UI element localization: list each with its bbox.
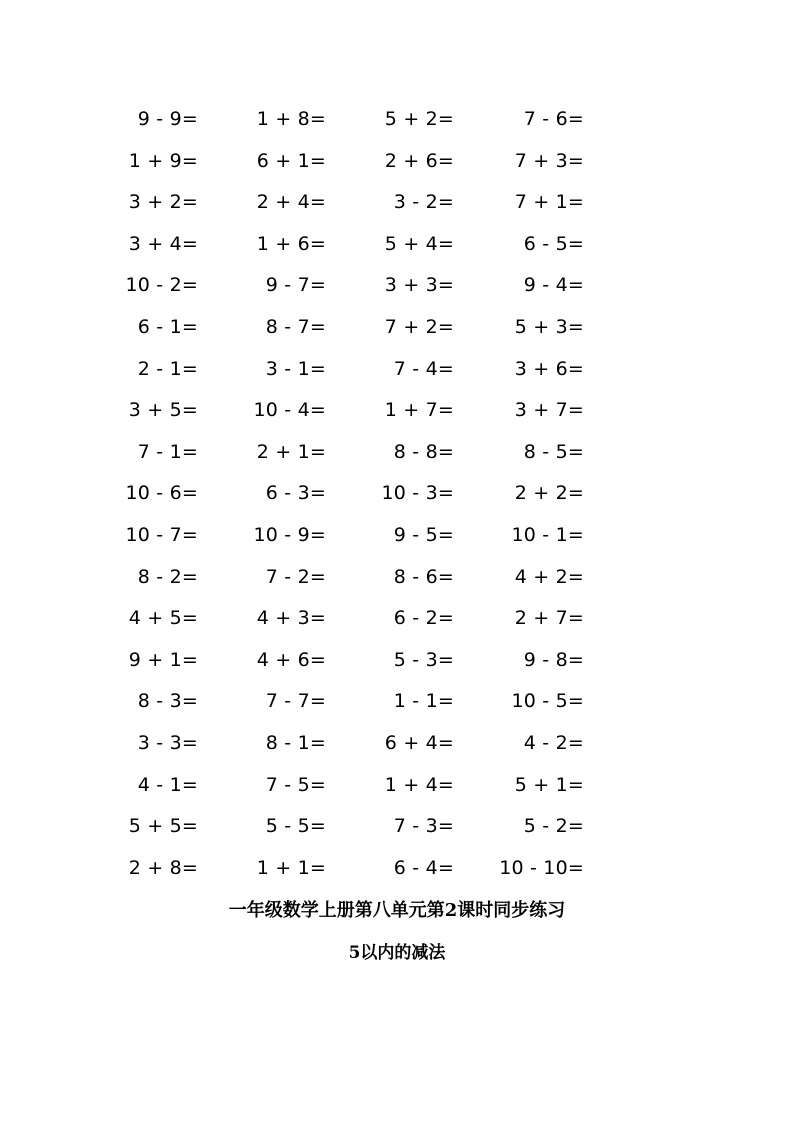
math-problem: 1 + 1= — [256, 857, 326, 879]
math-problem: 3 + 2= — [128, 191, 198, 213]
math-problem: 1 + 4= — [384, 774, 454, 796]
math-problem: 8 - 2= — [137, 566, 198, 588]
math-problem: 4 + 3= — [256, 607, 326, 629]
math-problem: 10 - 10= — [499, 857, 584, 879]
math-problem: 6 + 4= — [384, 732, 454, 754]
math-problem: 6 - 1= — [137, 316, 198, 338]
math-problem: 9 - 7= — [265, 274, 326, 296]
math-problem: 6 + 1= — [256, 150, 326, 172]
math-problem: 8 - 3= — [137, 690, 198, 712]
math-problem: 10 - 5= — [511, 690, 584, 712]
math-problem: 6 - 4= — [393, 857, 454, 879]
math-problem: 3 - 1= — [265, 358, 326, 380]
math-problem: 6 - 3= — [265, 482, 326, 504]
worksheet-subtitle: 5以内的减法 — [348, 943, 446, 963]
math-problem: 2 + 1= — [256, 441, 326, 463]
math-problem: 8 - 1= — [265, 732, 326, 754]
math-problem: 9 - 8= — [523, 649, 584, 671]
math-problem: 1 + 9= — [128, 150, 198, 172]
math-problem: 8 - 6= — [393, 566, 454, 588]
math-problem: 5 + 2= — [384, 108, 454, 130]
math-problem: 4 + 6= — [256, 649, 326, 671]
math-problem: 4 - 2= — [523, 732, 584, 754]
math-problem: 3 + 7= — [514, 399, 584, 421]
math-problem: 6 - 2= — [393, 607, 454, 629]
math-problem: 8 - 7= — [265, 316, 326, 338]
math-problem: 1 + 8= — [256, 108, 326, 130]
math-problem: 10 - 4= — [253, 399, 326, 421]
math-problem: 3 + 3= — [384, 274, 454, 296]
math-problem: 7 - 4= — [393, 358, 454, 380]
worksheet-title: 一年级数学上册第八单元第2课时同步练习 — [228, 900, 566, 921]
math-problem: 10 - 3= — [381, 482, 454, 504]
math-problem: 7 - 3= — [393, 815, 454, 837]
math-problem: 10 - 9= — [253, 524, 326, 546]
math-problem: 8 - 5= — [523, 441, 584, 463]
math-problem: 2 + 6= — [384, 150, 454, 172]
math-problem: 10 - 6= — [125, 482, 198, 504]
math-problem: 4 + 2= — [514, 566, 584, 588]
math-problem: 7 - 1= — [137, 441, 198, 463]
math-problem: 3 + 4= — [128, 233, 198, 255]
math-problem: 3 - 2= — [393, 191, 454, 213]
math-problem: 2 + 4= — [256, 191, 326, 213]
math-problem: 7 - 7= — [265, 690, 326, 712]
math-problem: 2 + 7= — [514, 607, 584, 629]
math-problem: 7 + 3= — [514, 150, 584, 172]
math-problem: 1 - 1= — [393, 690, 454, 712]
math-problem: 1 + 7= — [384, 399, 454, 421]
math-problem: 9 + 1= — [128, 649, 198, 671]
math-problem: 3 + 5= — [128, 399, 198, 421]
math-problem: 2 + 2= — [514, 482, 584, 504]
math-problem: 2 + 8= — [128, 857, 198, 879]
math-problem: 7 - 6= — [523, 108, 584, 130]
math-problem: 7 + 1= — [514, 191, 584, 213]
math-problem: 9 - 9= — [137, 108, 198, 130]
math-problem: 8 - 8= — [393, 441, 454, 463]
math-problem: 4 + 5= — [128, 607, 198, 629]
math-problem: 5 + 5= — [128, 815, 198, 837]
math-problem: 5 + 4= — [384, 233, 454, 255]
math-problem: 6 - 5= — [523, 233, 584, 255]
math-problem: 7 - 2= — [265, 566, 326, 588]
math-problem: 5 - 3= — [393, 649, 454, 671]
math-problem: 5 + 3= — [514, 316, 584, 338]
math-problem: 3 - 3= — [137, 732, 198, 754]
math-problem: 5 - 2= — [523, 815, 584, 837]
math-problem: 7 + 2= — [384, 316, 454, 338]
math-problem: 3 + 6= — [514, 358, 584, 380]
math-problem: 9 - 4= — [523, 274, 584, 296]
math-problem: 10 - 1= — [511, 524, 584, 546]
math-problem: 10 - 2= — [125, 274, 198, 296]
math-problem: 10 - 7= — [125, 524, 198, 546]
math-problem: 4 - 1= — [137, 774, 198, 796]
math-problem: 5 - 5= — [265, 815, 326, 837]
math-problem: 5 + 1= — [514, 774, 584, 796]
math-problem: 7 - 5= — [265, 774, 326, 796]
math-problem: 2 - 1= — [137, 358, 198, 380]
math-problem: 1 + 6= — [256, 233, 326, 255]
math-problem: 9 - 5= — [393, 524, 454, 546]
